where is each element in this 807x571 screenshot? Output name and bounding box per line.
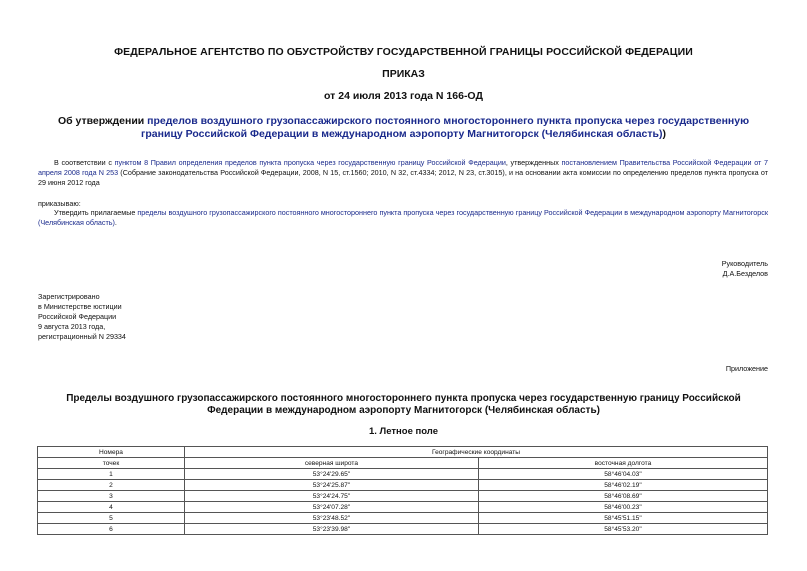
point-number: 4 [38,502,185,513]
registration-line: регистрационный N 29334 [38,332,126,341]
geo-header: Географические координаты [184,447,767,458]
registration-line: в Министерстве юстиции [38,302,122,311]
order-text-b: . [114,218,117,227]
signatory-name: Д.А.Безделов [722,269,768,278]
signature-block [722,259,768,279]
rules-link[interactable]: пунктом 8 Правил определения пределов пункта пропуска через государственную границу Российской Федерации [114,158,506,167]
longitude-cell: 58°45'53.20" [478,524,767,535]
table-row [38,480,768,491]
order-word: приказываю: [38,199,81,208]
longitude-cell: 58°46'04.03" [478,469,767,480]
table-row [38,524,768,535]
table-row [38,513,768,524]
table-row [38,469,768,480]
point-number: 5 [38,513,185,524]
table-row [38,502,768,513]
preamble-text-a: В соответствии с [54,158,115,167]
latitude-cell: 53°24'25.87" [184,480,478,491]
preamble-text-c: (Собрание законодательства Российской Федерации, 2008, N 15, ст.1560; 2010, N 32, ст.4334; 2012, N 23, ст.3015), и на основании акта комиссии по определению пределов пункта пропуска от 29 июня 2012 года [38,168,768,187]
lon-header: восточная долгота [478,458,767,469]
appendix-title: Пределы воздушного грузопассажирского постоянного многостороннего пункта пропуска через государственную границу Российской Федерации в международном аэропорту Магнитогорск (Челябинская область) [66,393,741,416]
table-row [38,491,768,502]
document-type: ПРИКАЗ [382,68,425,80]
lat-header: северная широта [184,458,478,469]
point-number: 3 [38,491,185,502]
latitude-cell: 53°23'48.52" [184,513,478,524]
section-heading: 1. Летное поле [368,426,438,437]
latitude-cell: 53°24'24.75" [184,491,478,502]
order-paragraph [38,208,768,228]
number-header: Номера [38,447,185,458]
latitude-cell: 53°23'39.98" [184,524,478,535]
registration-line: Российской Федерации [38,312,117,321]
coordinates-table [37,446,768,535]
limits-link[interactable]: пределы воздушного грузопассажирского постоянного многостороннего пункта пропуска через государственную границу Российской Федерации в международном аэропорту Магнитогорск (Челябинская область) [38,208,768,227]
order-text-a: Утвердить прилагаемые [54,208,138,217]
document-title [45,115,762,141]
latitude-cell: 53°24'29.65" [184,469,478,480]
longitude-cell: 58°46'00.23" [478,502,767,513]
point-number: 1 [38,469,185,480]
signatory-role: Руководитель [721,259,768,268]
title-link[interactable]: пределов воздушного грузопассажирского постоянного многостороннего пункта пропуска через государственную границу Российской Федерации в международном аэропорту Магнитогорск (Челябинская область) [141,115,750,140]
longitude-cell: 58°46'02.19" [478,480,767,491]
point-number: 6 [38,524,185,535]
title-suffix: ) [662,128,666,140]
preamble-paragraph [38,158,768,188]
longitude-cell: 58°46'08.69" [478,491,767,502]
appendix-label: Приложение [725,364,768,373]
resolution-link[interactable]: постановлением Правительства Российской Федерации от 7 апреля 2008 года N 253 [38,158,768,177]
registration-block [38,292,126,342]
agency-name: ФЕДЕРАЛЬНОЕ АГЕНТСТВО ПО ОБУСТРОЙСТВУ ГОСУДАРСТВЕННОЙ ГРАНИЦЫ РОССИЙСКОЙ ФЕДЕРАЦИИ [114,46,693,58]
registration-line: Зарегистрировано [38,292,100,301]
longitude-cell: 58°45'51.15" [478,513,767,524]
point-number: 2 [38,480,185,491]
title-prefix: Об утверждении [57,115,148,127]
latitude-cell: 53°24'07.28" [184,502,478,513]
registration-line: 9 августа 2013 года, [38,322,106,331]
document-date-number: от 24 июля 2013 года N 166-ОД [324,90,483,102]
number-header-2: точек [38,458,185,469]
preamble-text-b: , утвержденных [505,158,562,167]
